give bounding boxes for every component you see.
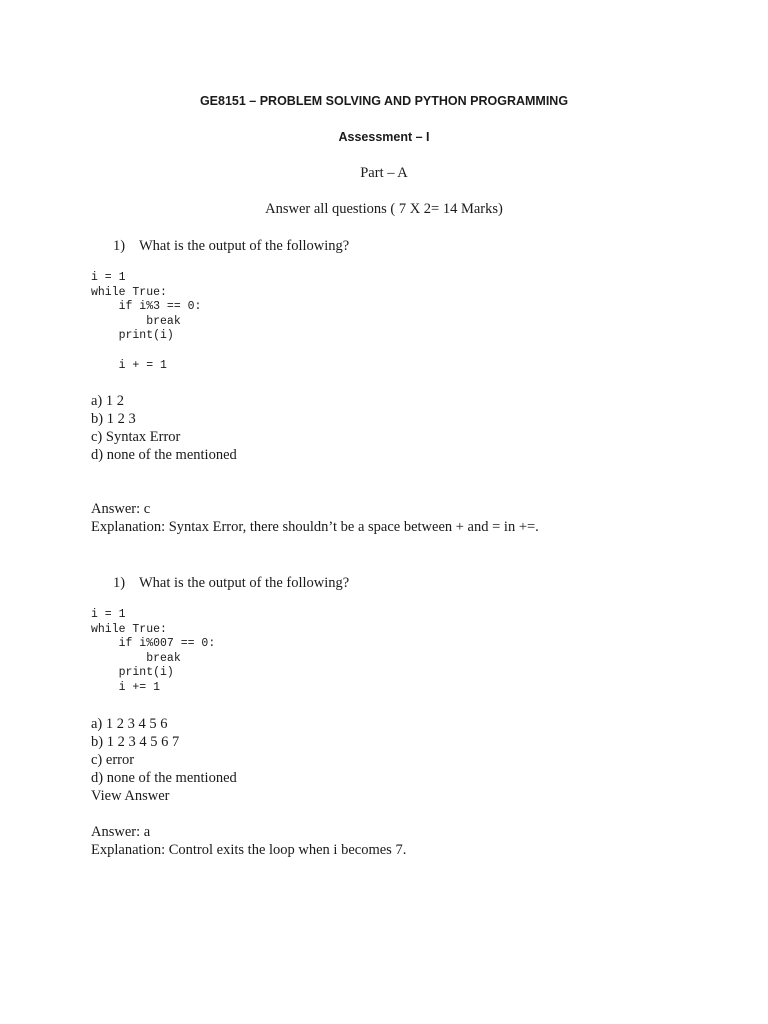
answer: Answer: c: [91, 501, 151, 517]
explanation: Explanation: Syntax Error, there shouldn’t be a space between + and = in +=.: [91, 519, 539, 535]
code-line: while True:: [91, 622, 167, 636]
question-2-options: [91, 715, 237, 805]
question-1-prompt: [113, 238, 349, 255]
option-d: d) none of the mentioned: [91, 447, 237, 463]
question-2-code: [91, 608, 215, 696]
answer: Answer: a: [91, 824, 151, 840]
question-1-answer-block: [91, 500, 539, 536]
question-1-options: [91, 392, 237, 464]
question-2-answer-block: [91, 823, 406, 859]
option-c: c) error: [91, 752, 135, 768]
option-a: a) 1 2: [91, 393, 125, 409]
option-a: a) 1 2 3 4 5 6: [91, 716, 168, 732]
question-2-prompt: [113, 575, 349, 592]
option-c: c) Syntax Error: [91, 429, 181, 445]
code-line: print(i): [91, 666, 174, 680]
code-line: i + = 1: [91, 358, 167, 372]
code-line: if i%3 == 0:: [91, 300, 202, 314]
code-line: i = 1: [91, 608, 126, 621]
question-1-code: [91, 271, 201, 373]
question-1-number: 1): [113, 238, 126, 254]
assessment-title: Assessment – I: [338, 130, 430, 144]
code-line: [91, 344, 201, 359]
instructions: Answer all questions ( 7 X 2= 14 Marks): [265, 201, 503, 217]
code-line: break: [91, 651, 181, 665]
code-line: if i%007 == 0:: [91, 637, 216, 651]
option-b: b) 1 2 3: [91, 411, 136, 427]
question-2-text: What is the output of the following?: [139, 575, 350, 591]
code-line: while True:: [91, 285, 167, 299]
option-d: d) none of the mentioned: [91, 770, 237, 786]
question-1-text: What is the output of the following?: [139, 238, 350, 254]
view-answer-link[interactable]: View Answer: [91, 788, 170, 804]
code-line: break: [91, 314, 181, 328]
question-2-number: 1): [113, 575, 126, 591]
part-title: Part – A: [360, 165, 408, 181]
code-line: print(i): [91, 329, 174, 343]
code-line: i = 1: [91, 271, 126, 284]
course-title: GE8151 – PROBLEM SOLVING AND PYTHON PROGRAMMING: [199, 94, 569, 108]
explanation: Explanation: Control exits the loop when i becomes 7.: [91, 842, 407, 858]
code-line: i += 1: [91, 680, 161, 694]
option-b: b) 1 2 3 4 5 6 7: [91, 734, 180, 750]
